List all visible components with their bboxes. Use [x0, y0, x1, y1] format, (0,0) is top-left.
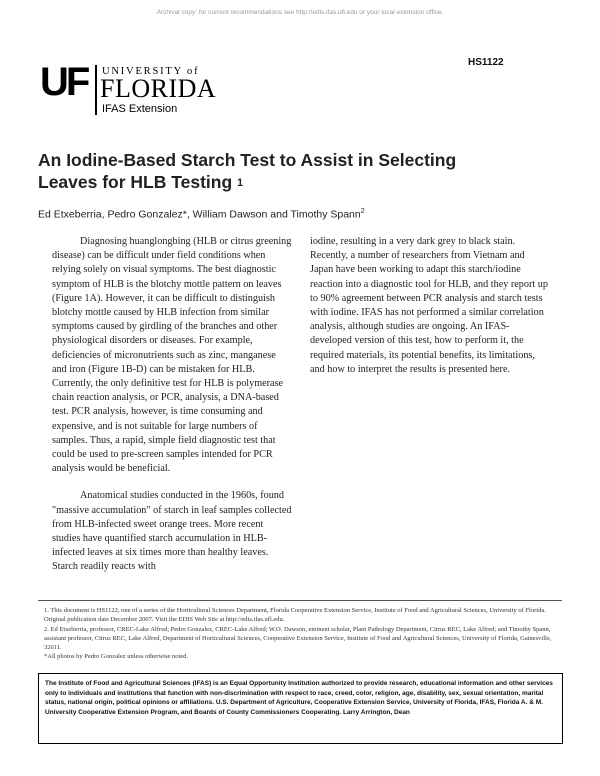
- body-paragraph: iodine, resulting in a very dark grey to black stain. Recently, a number of researchers from Vietnam and Japan have been working to adapt this starch/iodine reaction into a diagnostic tool for HLB, and they report up to 90% agreement between PCR analysis and starch tests with iodine. IFAS has not performed a similar correlation analysis, although studies are ongoing. An IFAS-developed version of this test, how to perform it, the required materials, its potential benefits, its limitations, and how to interpret the results is presented here.: [310, 236, 548, 375]
- footnote-1: 1. This document is HS1122, one of a series of the Horticultural Sciences Department, Florida Cooperative Extension Service, Institute of Food and Agricultural Sciences, University of Florida. Original publication date December 2007. Visit the EDIS Web Site at http://edis.ifas.ufl.edu.: [44, 607, 546, 624]
- publication-id: HS1122: [468, 57, 504, 68]
- logo-divider: [95, 65, 97, 115]
- logo-uf-mark: UF: [40, 60, 88, 104]
- authors-text: Ed Etxeberria, Pedro Gonzalez*, William Dawson and Timothy Spann: [38, 208, 361, 221]
- title-text: An Iodine-Based Starch Test to Assist in Selecting Leaves for HLB Testing: [38, 150, 457, 192]
- footnotes: [44, 606, 558, 662]
- logo-florida: FLORIDA: [100, 74, 217, 103]
- body-column-right: [310, 235, 550, 390]
- archive-note: Archival copy: for current recommendations see http://edis.ifas.ufl.edu or your local extension office.: [156, 9, 444, 16]
- authors-footnote-marker: 2: [360, 208, 365, 215]
- body-column-left: [52, 235, 292, 588]
- body-paragraph: Anatomical studies conducted in the 1960s, found "massive accumulation" of starch in leaf samples collected from HLB-infected sweet orange trees. More recent studies have quantified starch accumulation in HLB-infected leaves at six times more than healthy leaves. Starch readily reacts with: [52, 490, 292, 573]
- author-line: [38, 208, 558, 221]
- body-paragraph: Diagnosing huanglongbing (HLB or citrus greening disease) can be difficult under field conditions when relying solely on visual symptoms. The best diagnostic symptom of HLB is the blotchy mottle pattern on leaves (Figure 1A). However, it can be difficult to distinguish blotchy mottle caused by HLB infection from similar symptoms caused by girdling of the branches and other physiological disorders or diseases. For example, deficiencies of micronutrients such as zinc, manganese and iron (Figure 1B-D) can be mistaken for HLB. Currently, the only definitive test for HLB is polymerase chain reaction analysis, or PCR, analysis, a DNA-based test. PCR analysis, however, is time consuming and expensive, and is not suitable for large numbers of samples. Thus, a rapid, simple field diagnostic test that could be used to pre-screen samples intended for PCR analysis would be beneficial.: [52, 236, 292, 475]
- photo-credit: *All photos by Pedro Gonzalez unless otherwise noted.: [44, 653, 189, 661]
- document-title: [38, 149, 508, 196]
- logo-ifas-extension: IFAS Extension: [102, 103, 178, 115]
- footnote-2: 2. Ed Etxeberria, professor, CREC-Lake Alfred; Pedro Gonzalez, CREC-Lake Alfred; W.O. Dawson, eminent scholar, Plant Pathology Department, Citrus REC, Lake Alfred; and Timothy Spann, assistant professor, Citrus REC, Lake Alfred, Department of Horticultural Sciences, Cooperative Extension Service, Institute of Food and Agricultural Sciences, University of Florida, Gainesville, 32611.: [44, 625, 552, 652]
- footnote-divider: [38, 600, 562, 601]
- equal-opportunity-notice: The Institute of Food and Agricultural Sciences (IFAS) is an Equal Opportunity Institution authorized to provide research, educational information and other services only to individuals and institutions that function with non-discrimination with respect to race, creed, color, religion, age, disability, sex, sexual orientation, marital status, national origin, political opinions or affiliations. U.S. Department of Agriculture, Cooperative Extension Service, University of Florida, IFAS, Florida A. & M. University Cooperative Extension Program, and Boards of County Commissioners Cooperating. Larry Arrington, Dean: [38, 673, 563, 744]
- logo-university-of: UNIVERSITY of: [102, 66, 200, 77]
- uf-ifas-logo: [40, 62, 230, 122]
- title-footnote-marker: 1: [237, 177, 244, 189]
